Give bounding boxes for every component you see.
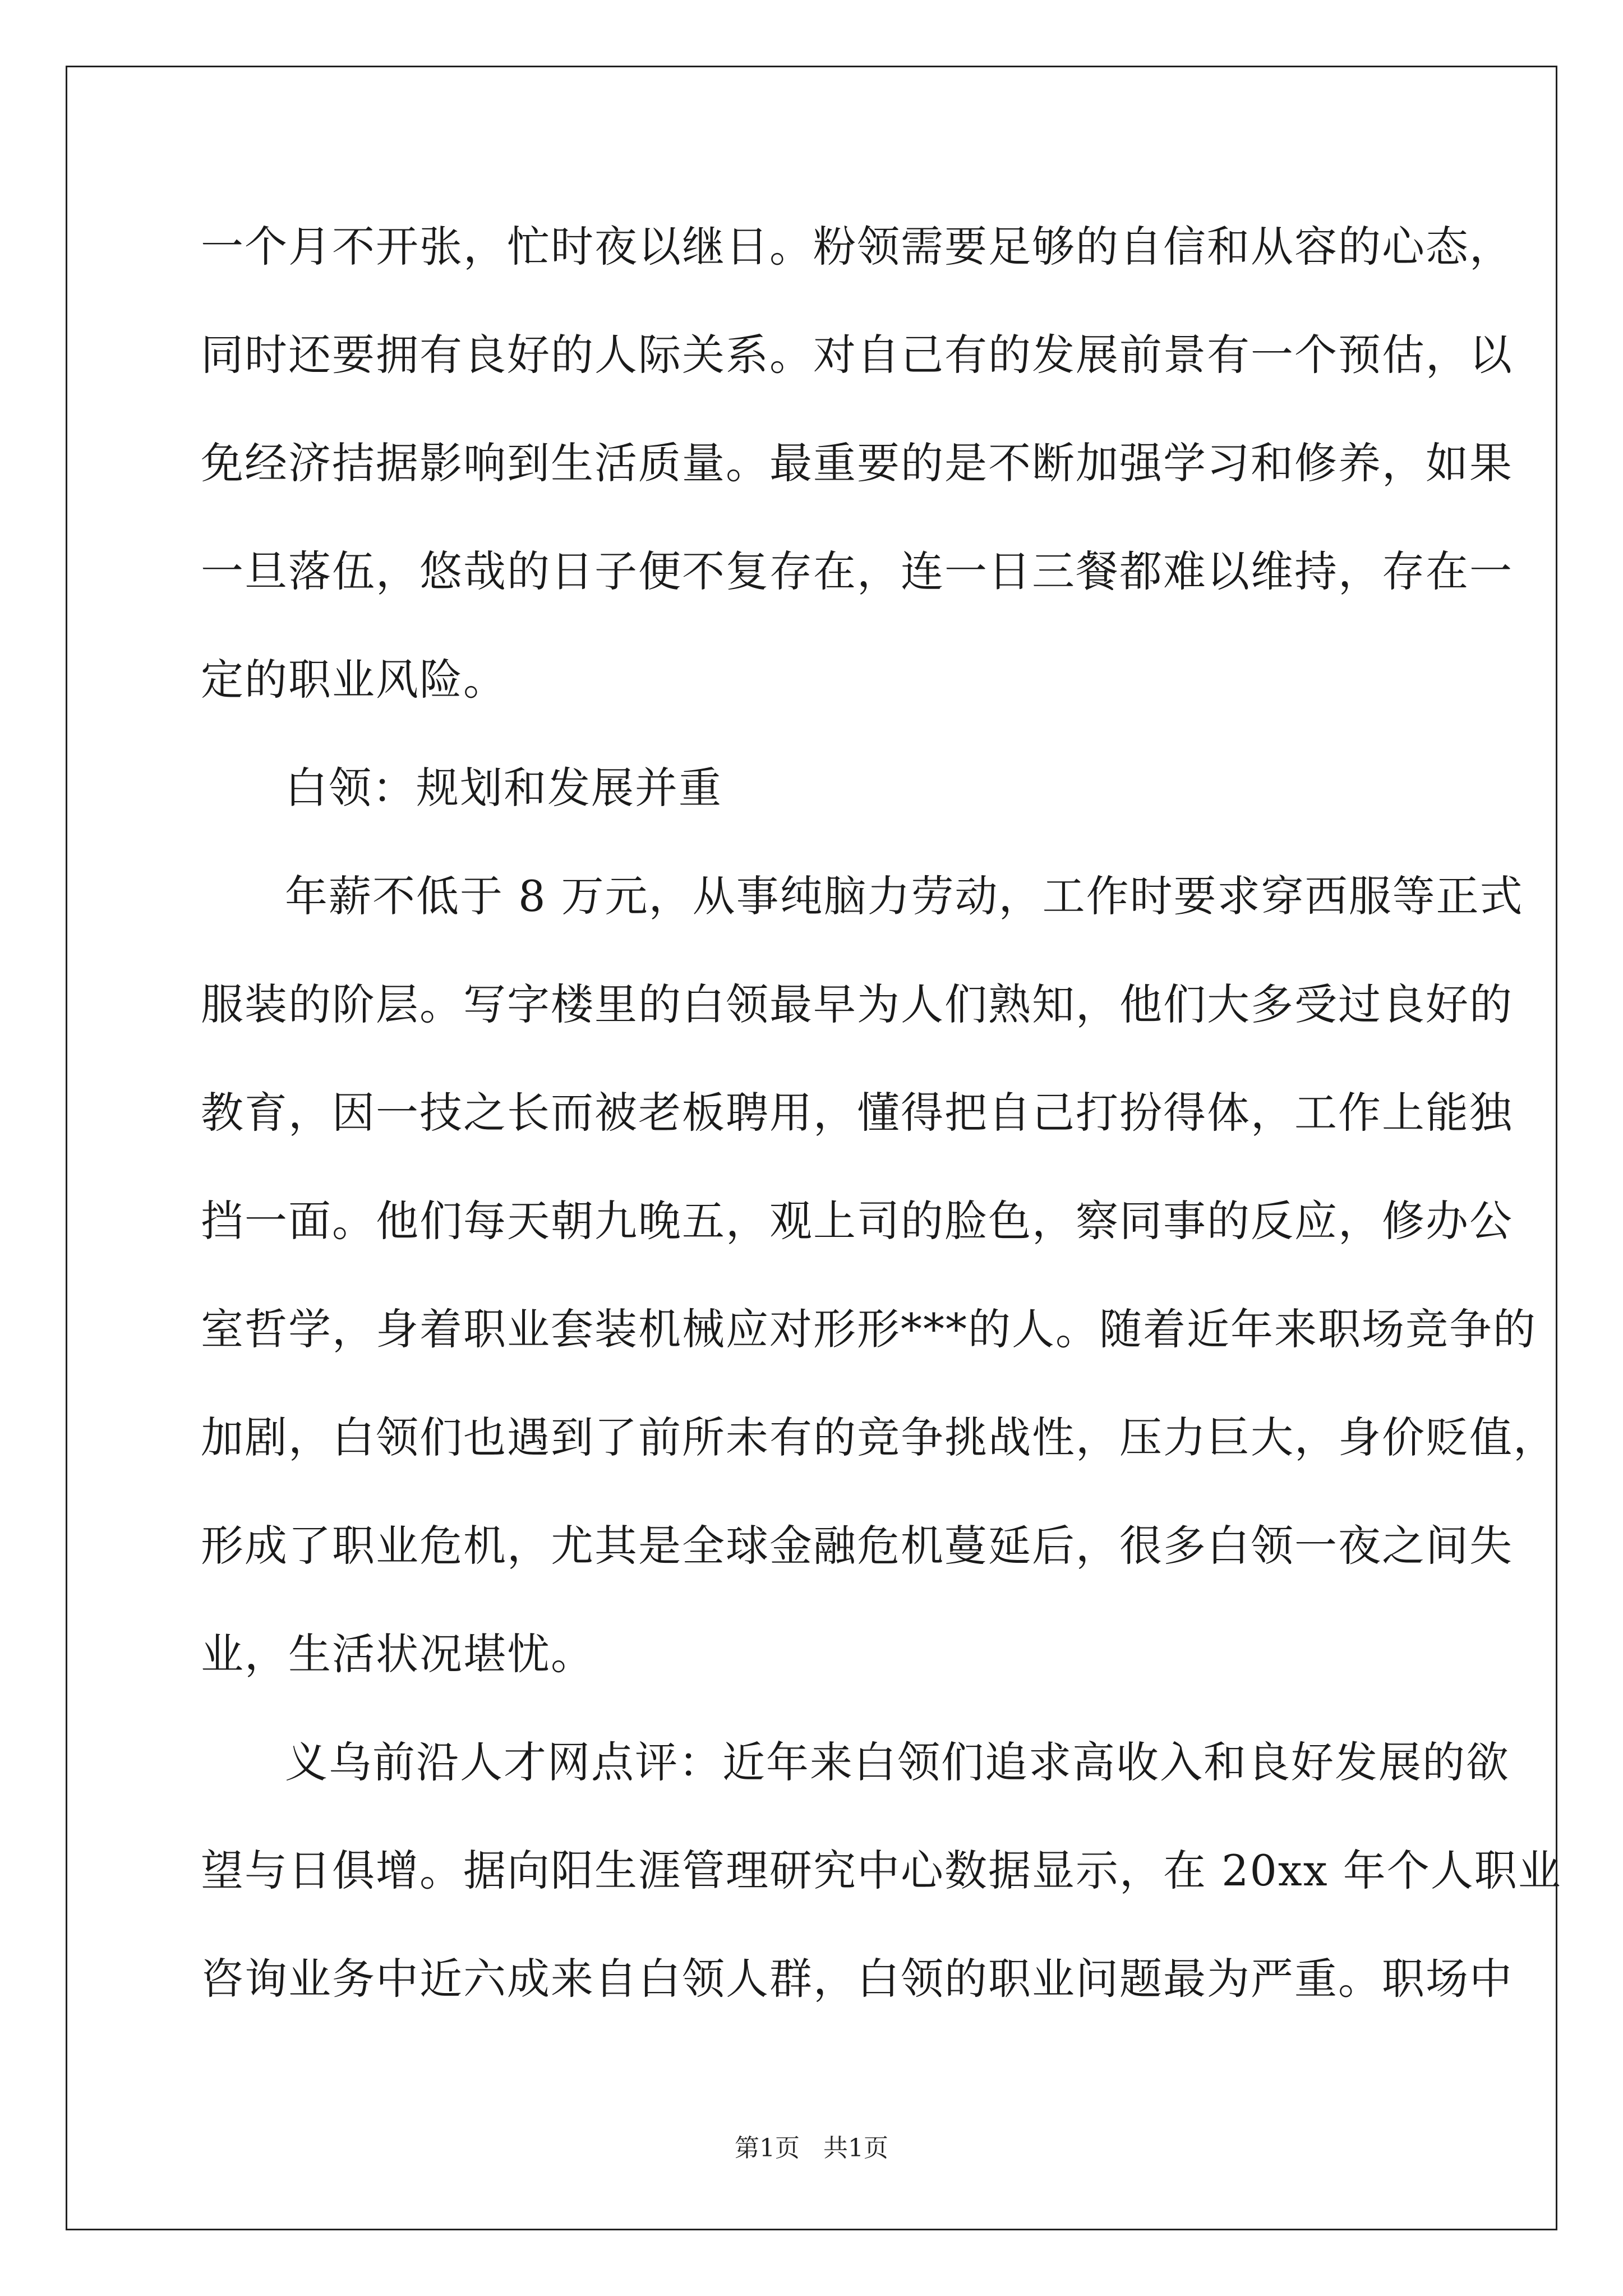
body-line: 挡一面。他们每天朝九晚五，观上司的脸色，察同事的反应，修办公 xyxy=(201,1196,1513,1246)
body-line: 定的职业风险。 xyxy=(201,655,507,705)
body-line: 义乌前沿人才网点评：近年来白领们追求高收入和良好发展的欲 xyxy=(285,1737,1510,1787)
body-line: 服装的阶层。写字楼里的白领最早为人们熟知，他们大多受过良好的 xyxy=(201,979,1513,1029)
body-line: 业，生活状况堪忧。 xyxy=(201,1629,594,1679)
body-line: 同时还要拥有良好的人际关系。对自己有的发展前景有一个预估，以 xyxy=(201,330,1513,380)
body-line: 一旦落伍，悠哉的日子便不复存在，连一日三餐都难以维持，存在一 xyxy=(201,546,1513,596)
body-line: 形成了职业危机，尤其是全球金融危机蔓延后，很多白领一夜之间失 xyxy=(201,1521,1513,1571)
body-line: 年薪不低于 8 万元，从事纯脑力劳动，工作时要求穿西服等正式 xyxy=(285,871,1524,921)
body-line: 室哲学，身着职业套装机械应对形形***的人。随着近年来职场竞争的 xyxy=(201,1304,1537,1354)
section-heading: 白领：规划和发展并重 xyxy=(285,763,722,813)
body-line: 教育，因一技之长而被老板聘用，懂得把自己打扮得体，工作上能独 xyxy=(201,1088,1513,1138)
body-line: 加剧，白领们也遇到了前所未有的竞争挑战性，压力巨大，身价贬值， xyxy=(201,1412,1557,1462)
body-line: 望与日俱增。据向阳生涯管理研究中心数据显示，在 20xx 年个人职业 xyxy=(201,1846,1562,1895)
document-body xyxy=(201,216,1562,2056)
body-line: 一个月不开张，忙时夜以继日。粉领需要足够的自信和从容的心态， xyxy=(201,222,1513,272)
body-line: 免经济拮据影响到生活质量。最重要的是不断加强学习和修养，如果 xyxy=(201,438,1513,488)
page-footer: 第1页 共1页 xyxy=(735,2134,888,2162)
body-line: 咨询业务中近六成来自白领人群，白领的职业问题最为严重。职场中 xyxy=(201,1954,1513,2004)
